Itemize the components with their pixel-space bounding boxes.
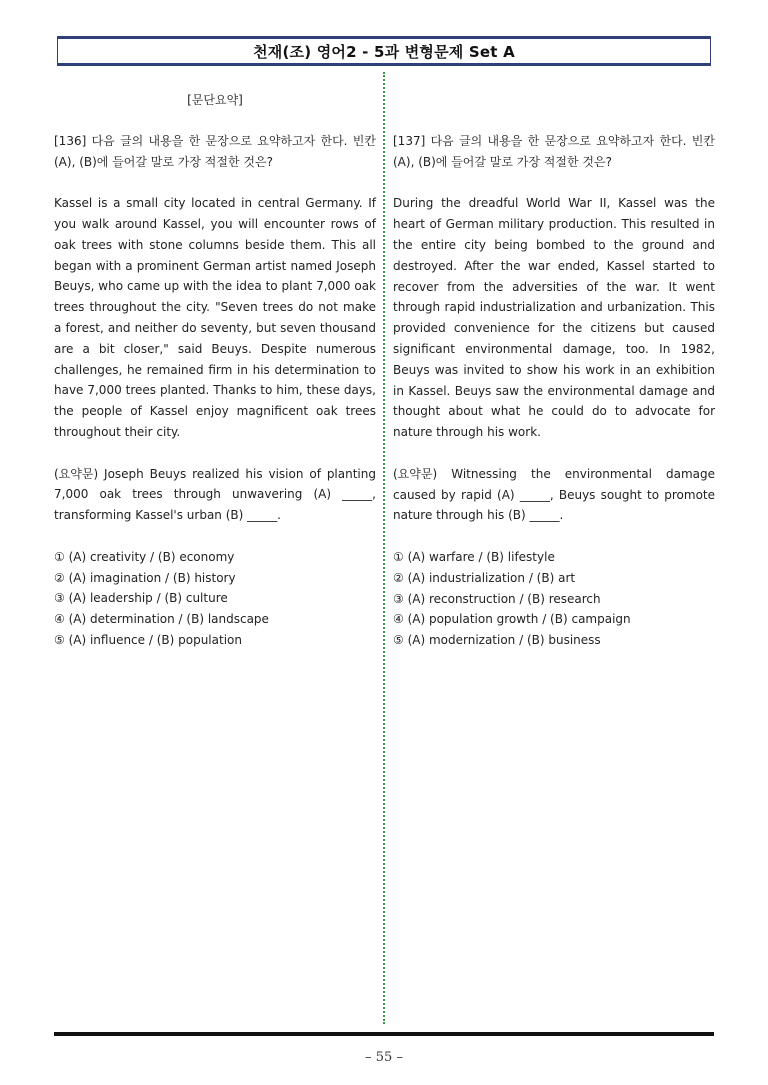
choice-137-2[interactable]: ② (A) industrialization / (B) art <box>393 570 576 585</box>
choice-136-5[interactable]: ⑤ (A) influence / (B) population <box>54 632 242 647</box>
passage-137: During the dreadful World War II, Kassel was the heart of German military production. This resulted in the entire city being bombed to the ground and destroyed. After the war ended, Kassel started to recover from the adversities of the war. It went through rapid industrialization and urbanization. This provided convenience for the citizens but caused significant environmental damage, too. In 1982, Beuys was invited to show his work in an exhibition in Kassel. Beuys saw the environmental damage and thought about what he could do to advocate for nature through his work. <box>393 196 715 440</box>
choice-136-3[interactable]: ③ (A) leadership / (B) culture <box>54 591 228 606</box>
right-column <box>393 131 715 651</box>
choice-136-4[interactable]: ④ (A) determination / (B) landscape <box>54 612 269 627</box>
summary-136: (요약문) Joseph Beuys realized his vision of planting 7,000 oak trees through unwavering (A) _____, transforming Kassel's urban (B) _____. <box>54 466 376 523</box>
choices-137 <box>393 547 715 651</box>
choice-136-2[interactable]: ② (A) imagination / (B) history <box>54 570 236 585</box>
question-137: [137] 다음 글의 내용을 한 문장으로 요약하고자 한다. 빈칸 (A), (B)에 들어갈 말로 가장 적절한 것은? <box>393 134 715 169</box>
left-column <box>54 90 376 651</box>
page-title: 천재(조) 영어2 - 5과 변형문제 Set A <box>253 42 515 61</box>
passage-136: Kassel is a small city located in central Germany. If you walk around Kassel, you will encounter rows of oak trees with stone columns beside them. This all began with a prominent German artist named Joseph Beuys, who came up with the idea to plant 7,000 oak trees throughout the city. "Seven trees do not make a forest, and neither do seventy, but seven thousand are a bit closer," said Beuys. Despite numerous challenges, he remained firm in his determination to have 7,000 trees planted. Thanks to him, these days, the people of Kassel enjoy magnificent oak trees throughout their city. <box>54 196 376 439</box>
choice-137-4[interactable]: ④ (A) population growth / (B) campaign <box>393 612 631 627</box>
choice-137-1[interactable]: ① (A) warfare / (B) lifestyle <box>393 549 555 564</box>
question-136: [136] 다음 글의 내용을 한 문장으로 요약하고자 한다. 빈칸 (A), (B)에 들어갈 말로 가장 적절한 것은? <box>54 133 376 169</box>
header-box <box>57 36 711 66</box>
section-label: [문단요약] <box>187 93 243 107</box>
choice-136-1[interactable]: ① (A) creativity / (B) economy <box>54 549 235 564</box>
choice-137-5[interactable]: ⑤ (A) modernization / (B) business <box>393 633 601 648</box>
choices-136 <box>54 547 376 651</box>
choice-137-3[interactable]: ③ (A) reconstruction / (B) research <box>393 591 601 606</box>
column-divider <box>383 72 385 1024</box>
summary-137: (요약문) Witnessing the environmental damage caused by rapid (A) _____, Beuys sought to promote nature through his (B) _____. <box>393 466 715 523</box>
page-number: – 55 – <box>365 1050 403 1065</box>
footer-rule <box>54 1032 714 1036</box>
